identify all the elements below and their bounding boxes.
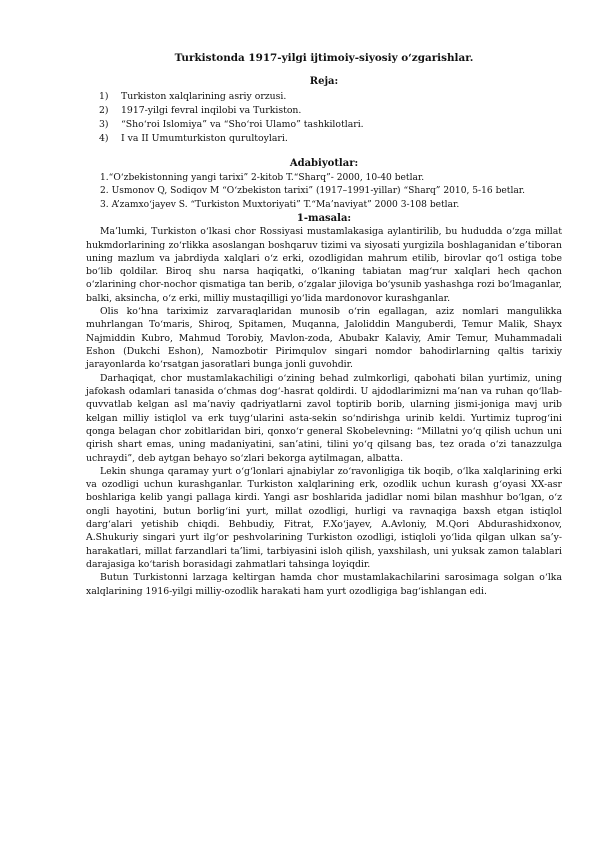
plan-item xyxy=(86,118,562,132)
plan-item-text: I va II Umumturkiston qurultoylari. xyxy=(121,133,288,144)
plan-item-number: 1) xyxy=(99,91,109,102)
reference-item: 3. A’zamxo‘jayev S. “Turkiston Muxtoriyati” T.“Ma’naviyat” 2000 3-108 betlar. xyxy=(100,199,460,210)
plan-item-number: 4) xyxy=(99,133,109,144)
plan-item-text: “Sho‘roi Islomiya” va “Sho‘roi Ulamo” tashkilotlari. xyxy=(121,119,364,130)
plan-heading: Reja: xyxy=(309,76,339,87)
plan-item-text: Turkiston xalqlarining asriy orzusi. xyxy=(121,91,287,102)
plan-list xyxy=(86,90,562,146)
paragraph: Darhaqiqat, chor mustamlakachiligi o‘zining behad zulmkorligi, qabohati bilan yurtimiz, uning jafokash odamlari tanasida o‘chmas dog‘-hasrat qoldirdi. U ajdodlarimizni ma’nan va ruhan qo‘llab-quvvatlab kelgan asl ma’naviy qadriyatlarni zavol toptirib borib, ularning jismi-joniga mavj urib kelgan milliy istiqlol va erk tuyg‘ularini asta-sekin so‘ndirishga urinib keldi. Yurtimiz tuprog‘ini qonga belagan chor zobitlaridan biri, qonxo‘r general Skobelevning: “Millatni yo‘q qilish uchun uni qirish shart emas, uning madaniyatini, san’atini, tilini yo‘q qilsang bas, tez orada o‘zi tanazzulga uchraydi”, deb aytgan behayo so‘zlari bekorga aytilmagan, albatta. xyxy=(86,372,562,464)
plan-item-number: 3) xyxy=(99,119,109,130)
paragraph: Butun Turkistonni larzaga keltirgan hamda chor mustamlakachilarini sarosimaga solgan o‘lka xalqlarining 1916-yilgi milliy-ozodlik harakati ham yurt ozodligiga bag‘ishlangan edi. xyxy=(86,572,562,597)
paragraph: Lekin shunga qaramay yurt o‘g‘lonlari ajnabiylar zo‘ravonligiga tik boqib, o‘lka xalqlarining erki va ozodligi uchun kurashganlar. Turkiston xalqlarining erk, ozodlik uchun kurash g‘oyasi XX-asr boshlariga kelib yangi pallaga kirdi. Yangi asr boshlarida jadidlar nomi bilan mashhur bo‘lgan, o‘z ongli hayotini, butun borlig‘ini yurt, millat ozodligi, hurligi va ravnaqiga baxsh etgan istiqlol darg‘alari yetishib chiqdi. Behbudiy, Fitrat, F.Xo‘jayev, A.Avloniy, M.Qori Abdurashidxonov, A.Shukuriy singari yurt ilg‘or peshvolarining Turkiston ozodligi, istiqloli yo‘lida qilgan ulkan sa’y-harakatlari, millat farzandlari ta’limi, tarbiyasini isloh qilish, yaxshilash, uni yuksak zamon talablari darajasiga ko‘tarish borasidagi zahmatlari tahsinga loyiqdir. xyxy=(86,465,562,571)
plan-item xyxy=(86,90,562,104)
reference-item: 2. Usmonov Q, Sodiqov M “O‘zbekiston tarixi” (1917–1991-yillar) “Sharq” 2010, 5-16 betlar. xyxy=(100,186,526,197)
paragraph: Olis ko‘hna tariximiz zarvaraqlaridan munosib o‘rin egallagan, aziz nomlari mangulikka muhrlangan To‘maris, Shiroq, Spitamen, Muqanna, Jaloliddin Manguberdi, Temur Malik, Shayx Najmiddin Kubro, Mahmud Torobiy, Mavlon-zoda, Abubakr Kalaviy, Amir Temur, Muhammadali Eshon (Dukchi Eshon), Namozbotir Pirimqulov singari nomdor bahodirlarning qaltis tarixiy jarayonlarda ko‘rsatgan jasoratlari bunga jonli guvohdir. xyxy=(86,306,562,371)
document-title: Turkistonda 1917-yilgi ijtimoiy-siyosiy o‘zgarishlar. xyxy=(174,52,474,64)
body-text xyxy=(86,225,562,598)
references-list xyxy=(86,172,562,212)
plan-item-number: 2) xyxy=(99,105,109,116)
paragraph: Ma’lumki, Turkiston o‘lkasi chor Rossiyasi mustamlakasiga aylantirilib, bu hududda o‘zga millat hukmdorlarining zo‘rlikka asoslangan boshqaruv tizimi va siyosati yurgizila boshlaganidan e’tiboran uning mazlum va jabrdiyda xalqlari o‘z erki, ozodligidan mahrum etilib, birovlar qo‘l ostiga tobe bo‘lib qoldilar. Biroq shu narsa haqiqatki, o‘lkaning tabiatan mag‘rur xalqlari hech qachon o‘zlarining chor-nochor qismatiga tan berib, o‘zgalar jiloviga bo‘ysunib yashashga rozi bo‘lmaganlar, balki, aksincha, o‘z erki, milliy mustaqilligi yo‘lida mardonovor kurashganlar. xyxy=(86,226,562,304)
reference-item: 1.“O‘zbekistonning yangi tarixi” 2-kitob T.“Sharq”- 2000, 10-40 betlar. xyxy=(100,173,425,183)
plan-item-text: 1917-yilgi fevral inqilobi va Turkiston. xyxy=(121,105,302,116)
plan-item xyxy=(86,132,562,146)
references-heading: Adabiyotlar: xyxy=(289,158,359,169)
issue-heading: 1-masala: xyxy=(296,213,352,225)
plan-item xyxy=(86,104,562,118)
